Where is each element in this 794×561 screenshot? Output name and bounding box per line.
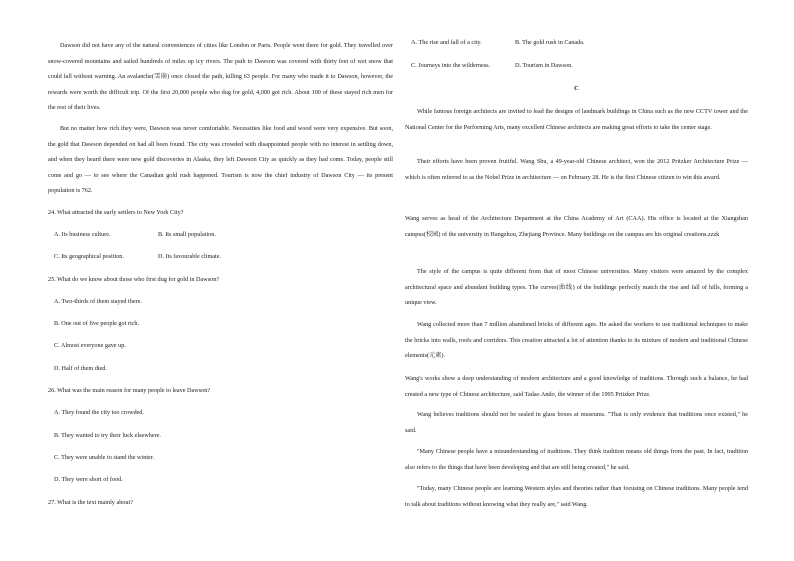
passage-c-paragraph-3: Wang serves as head of the Architecture Department at the China Academy of Art (CAA). His office is located at the Xiangshan campus(校园) of the university in Hangzhou, Zhejiang Province. Many buildings on the campus are his original creations.zzzk bbox=[405, 215, 748, 238]
passage-c-paragraph-1: While famous foreign architects are invited to lead the designs of landmark buildings in China such as the new CCTV tower and the National Center for the Performing Arts, many excellent Chinese architects are making great efforts to take the center stage. bbox=[405, 108, 748, 131]
q25-option-c[interactable]: C. Almost everyone gave up. bbox=[54, 342, 126, 349]
passage-paragraph-2: But no matter how rich they were, Dawson was never comfortable. Necessities like food and wood were very expensive. But soon, the gold that Dawson depended on had all been found. The city was crowded with disappointed people with no interest in settling down, and when they heard there were new gold discoveries in Alaska, they left Dawson City as quickly as they had come. Today, people still come and go — to see where the Canadian gold rush happened. Tourism is now the chief industry of Dawson City — its present population is 762. bbox=[48, 125, 393, 194]
q25-option-b[interactable]: B. One out of five people got rich. bbox=[54, 320, 140, 327]
passage-paragraph-1: Dawson did not have any of the natural conveniences of cities like London or Paris. People went there for gold. They travelled over snow-covered mountains and sailed hundreds of miles up icy rivers. The path to Dawson was covered with thirty feet of wet snow that could fall without warning. An avalanche(雪崩) once closed the path, killing 63 people. For many who made it to Dawson, however, the rewards were worth the difficult trip. Of the first 20,000 people who dug for gold, 4,000 got rich. About 100 of these stayed rich men for the rest of their lives. bbox=[48, 42, 393, 111]
passage-c-paragraph-4: The style of the campus is quite different from that of most Chinese universities. Many visitors were amazed by the complex architectural space and abundant building types. The curves(曲线) of the buildings perfectly match the rise and fall of hills, forming a unique view. bbox=[405, 268, 748, 306]
q24-option-a[interactable]: A. Its business culture. bbox=[54, 231, 111, 238]
question-25: 25. What do we know about those who first dug for gold in Dawson? bbox=[48, 276, 220, 283]
passage-c-paragraph-8: "Many Chinese people have a misunderstanding of traditions. They think tradition means old things from the past. In fact, tradition also refers to the things that have been developing and that are still being created," he said. bbox=[405, 448, 748, 471]
q24-option-c[interactable]: C. Its geographical position. bbox=[54, 253, 124, 260]
q27-option-a[interactable]: A. The rise and fall of a city. bbox=[411, 39, 482, 46]
q25-option-d[interactable]: D. Half of them died. bbox=[54, 365, 107, 372]
passage-c-paragraph-9: "Today, many Chinese people are learning Western styles and theories rather than focusing on Chinese traditions. Many people tend to talk about traditions without knowing what they really are," said Wang. bbox=[405, 485, 748, 508]
q24-option-b[interactable]: B. Its small population. bbox=[158, 231, 216, 238]
q24-option-d[interactable]: D. Its favourable climate. bbox=[158, 253, 222, 260]
q26-option-a[interactable]: A. They found the city too crowded. bbox=[54, 409, 144, 416]
q25-option-a[interactable]: A. Two-thirds of them stayed there. bbox=[54, 298, 142, 305]
question-24: 24. What attracted the early settlers to New York City? bbox=[48, 209, 184, 216]
q26-option-c[interactable]: C. They were unable to stand the winter. bbox=[54, 454, 155, 461]
passage-c-paragraph-2: Their efforts have been proven fruitful. Wang Shu, a 49-year-old Chinese architect, won the 2012 Pritzker Architecture Prize — which is often referred to as the Nobel Prize in architecture — on February 28. He is the first Chinese citizen to win this award. bbox=[405, 158, 748, 181]
question-26: 26. What was the main reason for many people to leave Dawson? bbox=[48, 387, 211, 394]
q26-option-b[interactable]: B. They wanted to try their luck elsewhere. bbox=[54, 432, 161, 439]
q27-option-d[interactable]: D. Tourism in Dawson. bbox=[515, 62, 573, 69]
q27-option-c[interactable]: C. Journeys into the wilderness. bbox=[411, 62, 491, 69]
question-27: 27. What is the text mainly about? bbox=[48, 499, 133, 506]
passage-c-paragraph-7: Wang believes traditions should not be sealed in glass boxes at museums. "That is only evidence that traditions once existed," he said. bbox=[405, 411, 748, 434]
q26-option-d[interactable]: D. They were short of food. bbox=[54, 476, 123, 483]
passage-c-paragraph-6: Wang's works show a deep understanding of modern architecture and a good knowledge of traditions. Through such a balance, he had created a new type of Chinese architecture, said Tadao Ando, the winner of the 1995 Pritzker Prize. bbox=[405, 375, 748, 398]
passage-c-paragraph-5: Wang collected more than 7 million abandoned bricks of different ages. He asked the workers to use traditional techniques to make the bricks into walls, roofs and corridors. This creation attracted a lot of attention thanks to its mixture of modern and traditional Chinese elements(元素). bbox=[405, 321, 748, 359]
q27-option-b[interactable]: B. The gold rush in Canada. bbox=[515, 39, 585, 46]
section-heading: C bbox=[574, 85, 579, 92]
